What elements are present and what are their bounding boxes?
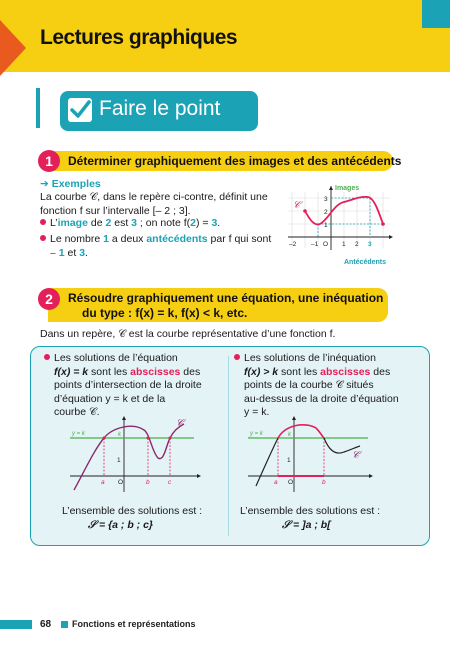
header-arrow-icon: [0, 20, 26, 76]
page-number: 68: [40, 619, 52, 630]
section2-intro: Dans un repère, 𝒞 est la courbe représentative d’une fonction f.: [40, 328, 336, 340]
inequation-explanation: Les solutions de l’inéquation f(x) > k sont les abscisses des points de la courbe 𝒞 situés au-dessus de la droite d’équation y = k.: [234, 352, 429, 420]
ineq-graph-a: a: [274, 479, 278, 486]
ineq-graph-one: 1: [287, 457, 291, 464]
graph1-xtick: –1: [311, 241, 319, 248]
section1-title: Déterminer graphiquement des images et des antécédents: [68, 154, 402, 168]
eq-graph-b: b: [146, 479, 150, 486]
ineq-graph-k: k: [288, 432, 291, 438]
section2-title-line2: du type : f(x) = k, f(x) < k, etc.: [82, 306, 248, 320]
section1-number: 1: [38, 150, 60, 172]
examples-label: ➔ Exemples: [40, 178, 101, 190]
graph1-ytick: 1: [324, 222, 328, 229]
page-title: Lectures graphiques: [40, 26, 238, 49]
checkbox-icon: [68, 98, 92, 122]
eq-graph-one: 1: [117, 457, 121, 464]
eq-graph-curve-label: 𝒞: [176, 418, 184, 429]
inequation-set-value: 𝒮 = ]a ; b[: [282, 519, 331, 531]
graph1-curve-label: 𝒞: [293, 200, 301, 211]
graph1-x-label: Antécédents: [344, 259, 387, 266]
graph1-xtick: 1: [342, 241, 346, 248]
equation-set-label: L’ensemble des solutions est :: [62, 505, 203, 517]
graph1-xtick: 3: [368, 241, 372, 248]
eq-graph-a: a: [101, 479, 105, 486]
footer-square-icon: [61, 621, 68, 628]
equation-set-value: 𝒮 = {a ; b ; c}: [88, 519, 154, 531]
inequation-graph: [244, 416, 380, 496]
footer-bar: [0, 620, 32, 629]
section1-intro: La courbe 𝒞, dans le repère ci-contre, définit une fonction f sur l’intervalle [– 2 ; 3].: [40, 191, 268, 217]
eq-graph-k: k: [118, 432, 121, 438]
eq-graph-origin: O: [118, 479, 124, 486]
ineq-graph-b: b: [322, 479, 326, 486]
bullet-dot-icon: [234, 354, 240, 360]
graph1-xtick: O: [323, 241, 329, 248]
ineq-graph-yk: y = k: [250, 431, 263, 437]
section1-bullet2: Le nombre 1 a deux antécédents par f qui sont – 1 et 3.: [40, 233, 280, 260]
panel-divider: [228, 356, 229, 536]
header-corner-tab: [422, 0, 450, 28]
eq-graph-c: c: [168, 479, 172, 486]
bullet-dot-icon: [40, 235, 46, 241]
graph1-ytick: 2: [324, 209, 328, 216]
eq-graph-yk: y = k: [72, 431, 85, 437]
equation-explanation: Les solutions de l’équation f(x) = k sont les abscisses des points d’intersection de la droite d’équation y = k et de la courbe 𝒞.: [44, 352, 224, 420]
faire-le-point-stripe: [36, 88, 40, 128]
inequation-set-label: L’ensemble des solutions est :: [240, 505, 381, 517]
bullet-dot-icon: [44, 354, 50, 360]
graph1-y-label: Images: [335, 185, 360, 192]
ineq-graph-curve-label: 𝒞: [352, 450, 360, 461]
faire-le-point-title: Faire le point: [99, 97, 221, 120]
graph1-xtick: 2: [355, 241, 359, 248]
section1-graph: [286, 180, 398, 270]
section1-bullet1: L’image de 2 est 3 ; on note f(2) = 3.: [40, 217, 280, 231]
chapter-title: Fonctions et représentations: [72, 619, 196, 629]
bullet-dot-icon: [40, 219, 46, 225]
ineq-graph-origin: O: [288, 479, 294, 486]
graph1-xtick: –2: [289, 241, 297, 248]
section2-number: 2: [38, 288, 60, 310]
graph1-ytick: 3: [324, 196, 328, 203]
section2-title-line1: Résoudre graphiquement une équation, une inéquation: [68, 291, 384, 305]
equation-graph: [66, 416, 206, 496]
